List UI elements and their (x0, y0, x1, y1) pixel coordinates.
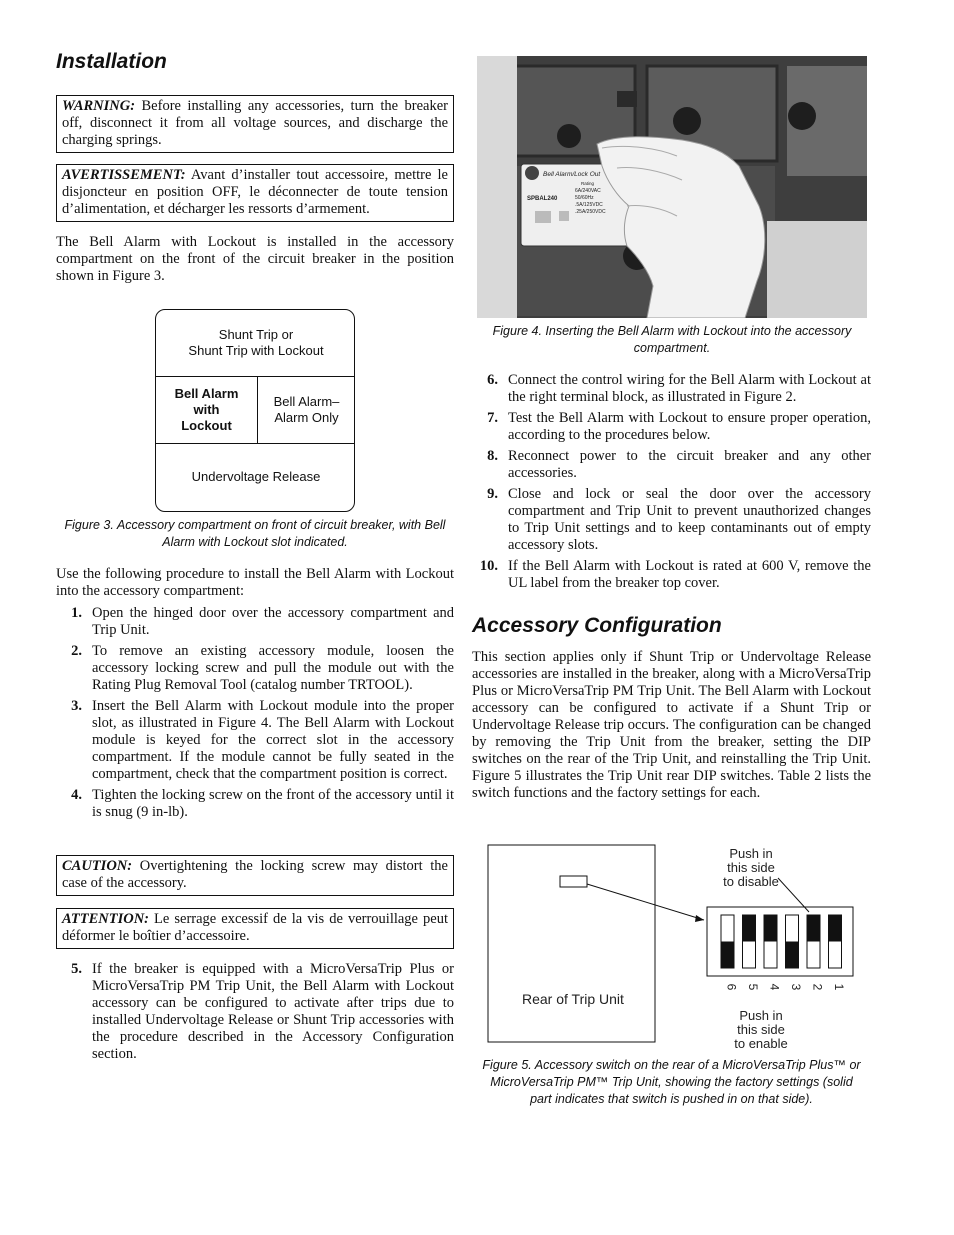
step-10: 10. If the Bell Alarm with Lockout is rated at 600 V, remove the UL label from the breaker top cover. (479, 558, 871, 591)
lockout-line3: Lockout (181, 417, 232, 433)
dip-switch-2-pushed-side (807, 915, 820, 942)
trip-unit-rear-outline (488, 845, 655, 1042)
figure5-caption (472, 1057, 871, 1108)
bell-alarm-lockout-slot (156, 376, 257, 443)
undervoltage-label: Undervoltage Release (191, 469, 321, 484)
accessory-compartment-diagram (155, 309, 355, 512)
installation-steps (56, 605, 454, 825)
shunt-trip-line2: Shunt Trip with Lockout (188, 343, 324, 358)
installation-heading: Installation (56, 50, 167, 73)
push-enable-line3: to enable (734, 1036, 788, 1051)
step-4: 4. Tighten the locking screw on the front of the accessory until it is snug (9 in-lb). (71, 787, 454, 820)
attention-box (56, 908, 454, 949)
figure3-caption: Figure 3. Accessory compartment on front of circuit breaker, with Bell Alarm with Lockout slot indicated. (64, 518, 446, 549)
switch-location-marker (560, 876, 587, 887)
step-6: 6. Connect the control wiring for the Bell Alarm with Lockout at the right terminal block, as illustrated in Figure 2. (487, 372, 871, 405)
rear-of-trip-unit-label: Rear of Trip Unit (522, 991, 624, 1007)
push-disable-line2: this side (727, 860, 775, 875)
figure5-caption-line3: part indicates that switch is pushed in on that side). (530, 1092, 813, 1106)
avertissement-label: AVERTISSEMENT: (62, 167, 186, 183)
lockout-line2: with (193, 401, 220, 417)
module-rating-3: .5A/125VDC (575, 202, 603, 208)
installation-intro: The Bell Alarm with Lockout is installed in the accessory compartment on the front of the circuit breaker in the position shown in Figure 3. (56, 234, 454, 284)
dip-switch-5-pushed-side (743, 915, 756, 942)
module-rating-title: Rating (581, 181, 595, 186)
step-9: 9. Close and lock or seal the door over the accessory compartment and Trip Unit to prevent unauthorized changes to Trip Unit settings and to keep contaminants out of empty accessory slots. (487, 486, 871, 553)
switch-number-5: 5 (746, 983, 760, 991)
figure5-caption-line2: MicroVersaTrip PM™ Trip Unit, showing the factory settings (solid (490, 1075, 853, 1089)
attention-label: ATTENTION: (62, 911, 149, 927)
push-disable-line1: Push in (729, 846, 773, 861)
switch-numbers (725, 984, 847, 991)
lockout-line1: Bell Alarm (174, 385, 239, 401)
bell-alarm-insertion-photo (477, 56, 867, 318)
switch-number-4: 4 (767, 983, 782, 991)
dip-switch-4-pushed-side (764, 915, 777, 942)
module-label: Bell Alarm/Lock Out (543, 171, 601, 178)
caution-label: CAUTION: (62, 858, 133, 874)
step-7: 7. Test the Bell Alarm with Lockout to ensure proper operation, according to the procedures below. (487, 410, 871, 443)
dip-switch-6-pushed-side (721, 942, 734, 969)
dip-switch-3-pushed-side (786, 942, 799, 969)
push-enable-line1: Push in (739, 1008, 783, 1023)
alarm-only-line1: Bell Alarm– (273, 393, 340, 409)
installation-steps-continued (472, 372, 871, 596)
undervoltage-slot (156, 443, 356, 511)
attention-text: Le serrage excessif de la vis de verrouillage peut déformer le boîtier d’accessoire. (62, 911, 448, 944)
figure4-photo (477, 56, 867, 318)
switch-number-1: 1 (832, 983, 846, 991)
shunt-trip-line1: Shunt Trip or (218, 327, 294, 342)
push-enable-line2: this side (737, 1022, 785, 1037)
alarm-only-line2: Alarm Only (274, 409, 339, 425)
avertissement-box (56, 164, 454, 222)
dip-switch-diagram (472, 840, 892, 1060)
module-rating-1: 6A/240VAC (575, 188, 601, 194)
dip-switch-1-pushed-side (829, 915, 842, 942)
avertissement-text: Avant d’installer tout accessoire, mettre le disjoncteur en position OFF, le déconnecter de toute tension d’alimentation, et décharger les ressorts d’armement. (62, 167, 448, 217)
push-disable-line3: to disable (723, 874, 779, 889)
accessory-configuration-heading: Accessory Configuration (472, 614, 722, 637)
switch-number-2: 2 (810, 983, 825, 991)
caution-box (56, 855, 454, 896)
step-3: 3. Insert the Bell Alarm with Lockout module into the proper slot, as illustrated in Figure 4. The Bell Alarm with Lockout module is keyed for the correct slot in the accessory compartment. If the module cannot be fully seated in the compartment, check that the compartment position is correct. (71, 698, 454, 782)
shunt-trip-slot (156, 310, 356, 376)
figure4-caption: Figure 4. Inserting the Bell Alarm with Lockout into the accessory compartment. (492, 324, 852, 355)
step-8: 8. Reconnect power to the circuit breaker and any other accessories. (487, 448, 871, 481)
accessory-configuration-body: This section applies only if Shunt Trip or Undervoltage Release accessories are installed in the breaker, along with a MicroVersaTrip Plus or MicroVersaTrip PM Trip Unit. The Bell Alarm with Lockout accessory can be configured to activate if a Shunt Trip or Undervoltage Release trip occurs. The configuration can be changed by removing the Trip Unit from the breaker, setting the DIP switches on the rear of the Trip Unit, and reinstalling the Trip Unit. Figure 5 illustrates the Trip Unit rear DIP switches. Table 2 lists the switch functions and the factory settings for each. (472, 649, 871, 801)
warning-box (56, 95, 454, 153)
figure5-caption-line1: Figure 5. Accessory switch on the rear of a MicroVersaTrip Plus™ or (482, 1058, 861, 1072)
warning-text: Before installing any accessories, turn the breaker off, disconnect it from all voltage sources, and discharge the charging springs. (62, 98, 448, 148)
bell-alarm-only-slot (257, 376, 356, 443)
switch-number-3: 3 (789, 983, 803, 991)
step-2: 2. To remove an existing accessory module, loosen the accessory locking screw and pull the module out with the Rating Plug Removal Tool (catalog number TRTOOL). (71, 643, 454, 693)
procedure-intro: Use the following procedure to install the Bell Alarm with Lockout into the accessory compartment: (56, 566, 454, 599)
step-5: 5. If the breaker is equipped with a MicroVersaTrip Plus or MicroVersaTrip PM Trip Unit, the Bell Alarm with Lockout accessory can be configured to activate after trips due to installed Undervoltage Release or Shunt Trip accessories with the procedure described in the Accessory Configuration section. (71, 961, 454, 1062)
module-catalog: SPBAL240 (527, 196, 558, 202)
caution-text: Overtightening the locking screw may distort the case of the accessory. (62, 858, 448, 891)
warning-label: WARNING: (62, 98, 136, 114)
dip-switches (721, 915, 842, 968)
switch-number-6: 6 (724, 983, 739, 991)
installation-step-5 (56, 961, 454, 1067)
module-rating-4: .25A/250VDC (575, 209, 606, 215)
location-arrow (587, 884, 704, 920)
step-1: 1. Open the hinged door over the accessory compartment and Trip Unit. (71, 605, 454, 638)
module-rating-2: 50/60Hz (575, 195, 594, 201)
